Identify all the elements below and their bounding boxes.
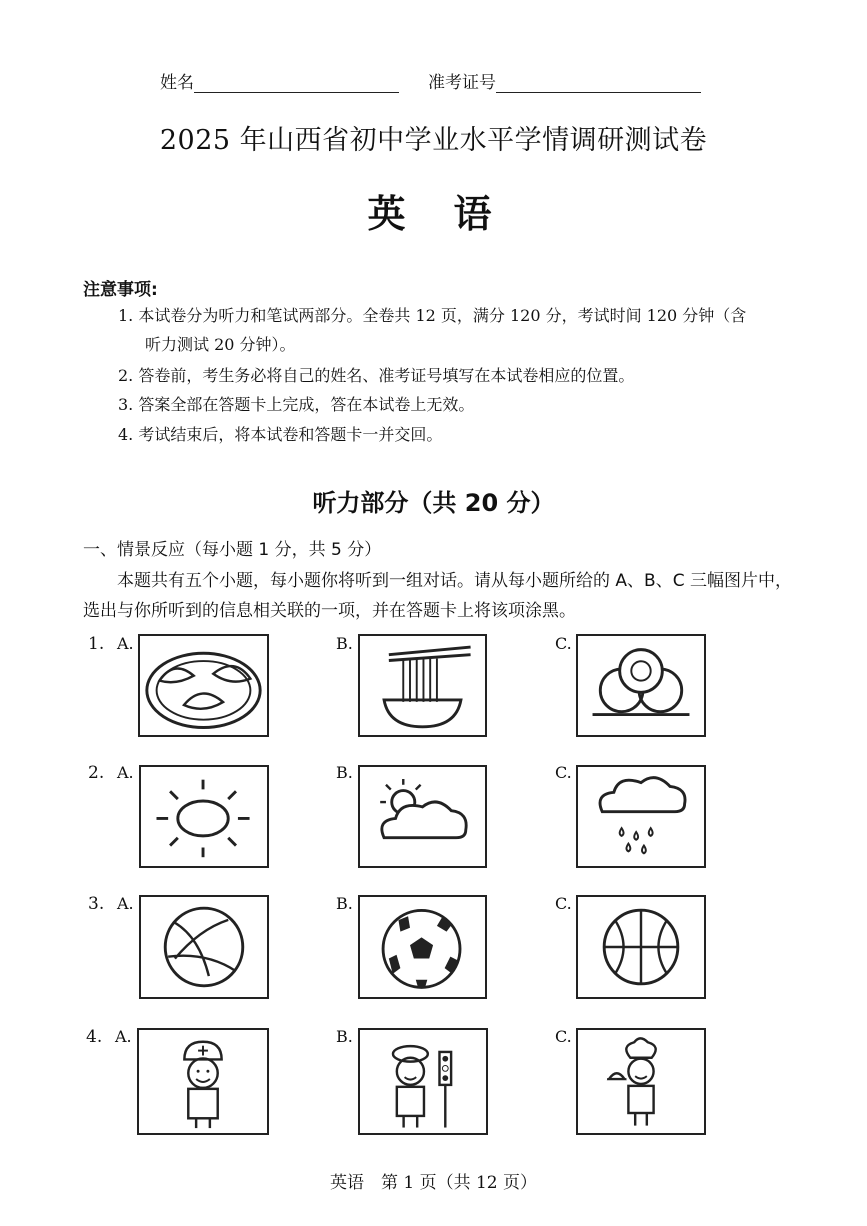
page-title: 2025 年山西省初中学业水平学情调研测试卷: [159, 125, 708, 156]
option-label: C.: [555, 1027, 572, 1046]
option-label: C.: [555, 634, 572, 653]
volleyball-icon[interactable]: [139, 895, 269, 999]
option-label: A.: [117, 894, 134, 913]
part1-title: 一、情景反应（每小题 1 分，共 5 分）: [83, 540, 382, 560]
note-item-2: 2. 答卷前，考生务必将自己的姓名、准考证号填写在本试卷相应的位置。: [118, 366, 635, 385]
basketball-icon[interactable]: [576, 895, 706, 999]
note-item-1-cont: 听力测试 20 分钟）。: [145, 335, 296, 354]
part1-instruction: 本题共有五个小题，每小题你将听到一组对话。请从每小题所给的 A、B、C 三幅图片中，选出与你所听到的信息相关联的一项，并在答题卡上将该项涂黑。: [83, 571, 792, 621]
option-label: C.: [555, 763, 572, 782]
option-label: B.: [336, 634, 353, 653]
mooncakes-icon[interactable]: [576, 634, 706, 737]
note-item-3: 3. 答案全部在答题卡上完成，答在本试卷上无效。: [118, 395, 475, 414]
option-label: B.: [336, 763, 353, 782]
dumplings-icon[interactable]: [138, 634, 269, 737]
option-label: A.: [117, 763, 134, 782]
option-label: C.: [555, 894, 572, 913]
option-label: B.: [336, 1027, 353, 1046]
note-item-4: 4. 考试结束后，将本试卷和答题卡一并交回。: [118, 425, 443, 444]
chef-icon[interactable]: [576, 1028, 706, 1135]
page-footer: 英语 第 1 页（共 12 页）: [329, 1173, 538, 1193]
name-label: 姓名: [160, 73, 194, 93]
partly-cloudy-icon[interactable]: [358, 765, 487, 868]
exam-id-label: 准考证号: [428, 73, 496, 93]
police-officer-icon[interactable]: [358, 1028, 488, 1135]
rain-icon[interactable]: [576, 765, 706, 868]
question-number: 4.: [86, 1027, 103, 1047]
name-field[interactable]: [160, 68, 399, 93]
option-label: A.: [115, 1027, 132, 1046]
noodles-icon[interactable]: [358, 634, 487, 737]
option-label: B.: [336, 894, 353, 913]
exam-id-underline[interactable]: [496, 74, 701, 93]
option-label: A.: [117, 634, 134, 653]
question-number: 1.: [88, 634, 105, 654]
exam-id-field[interactable]: [428, 68, 701, 93]
question-number: 3.: [88, 894, 105, 914]
soccer-ball-icon[interactable]: [358, 895, 487, 999]
question-number: 2.: [88, 763, 105, 783]
subject-title: 英语: [367, 192, 540, 236]
note-item-1: 1. 本试卷分为听力和笔试两部分。全卷共 12 页，满分 120 分，考试时间 120 分钟（含: [118, 306, 747, 325]
doctor-icon[interactable]: [137, 1028, 269, 1135]
sun-icon[interactable]: [139, 765, 269, 868]
notes-title: 注意事项:: [83, 280, 158, 300]
name-underline[interactable]: [194, 74, 399, 93]
listening-section-title: 听力部分（共 20 分）: [312, 489, 555, 517]
